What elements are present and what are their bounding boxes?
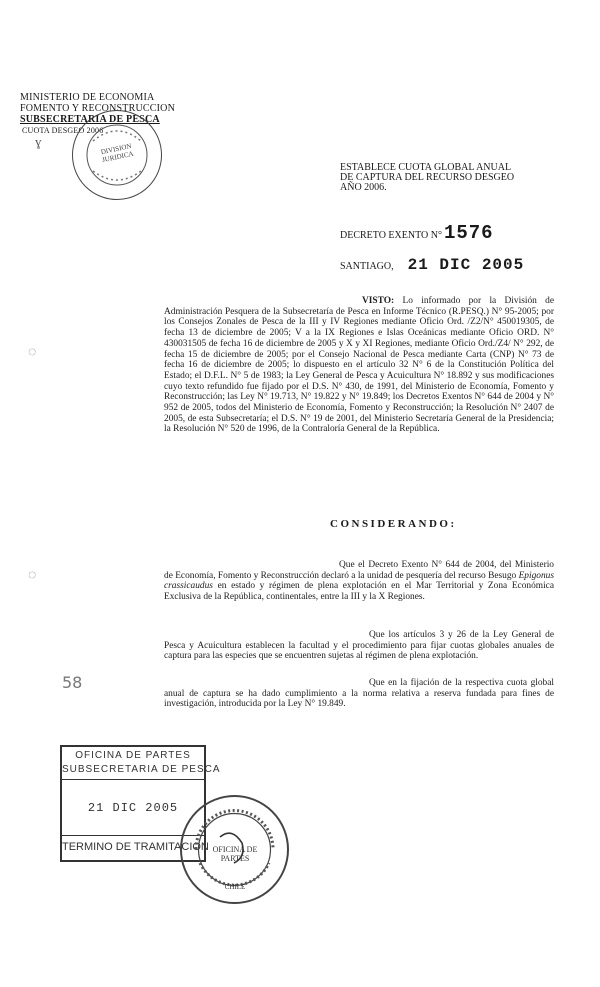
- ministry-division: FOMENTO Y RECONSTRUCCION: [20, 103, 176, 114]
- place-label: SANTIAGO,: [340, 261, 394, 272]
- ministry-name: MINISTERIO DE ECONOMIA: [20, 92, 155, 103]
- stamp-row-4: TERMINO DE TRAMITACION: [62, 835, 204, 853]
- decree-number-line: [340, 222, 494, 244]
- stamp-date: 21 DIC 2005: [87, 801, 179, 815]
- title-line-2: DE CAPTURA DEL RECURSO DESGEO: [340, 172, 515, 183]
- decree-label: DECRETO EXENTO N°: [340, 230, 442, 241]
- punch-hole-mark: ◌: [28, 568, 37, 583]
- seal-bottom-inner: OFICINA DE PARTES: [212, 845, 258, 863]
- considerando-heading: CONSIDERANDO:: [330, 518, 457, 530]
- stamp-row-1: OFICINA DE PARTES: [75, 750, 191, 761]
- place-date-line: [340, 256, 524, 274]
- visto-lead: VISTO:: [362, 296, 395, 306]
- punch-hole-mark: ◌: [28, 345, 37, 360]
- considerando-paragraph-2: Que los artículos 3 y 26 de la Ley General de Pesca y Acuicultura establecen la facultad y el procedimiento para fijar cuotas globales anuales de captura para las especies que se encuentren sujetas al régimen de plena explotación.: [164, 630, 554, 662]
- decree-number: 1576: [443, 222, 494, 244]
- title-line-3: AÑO 2006.: [340, 182, 387, 193]
- handwritten-mark: ɣ: [35, 134, 42, 149]
- file-reference: CUOTA DESGEO 2006: [22, 126, 104, 135]
- ministry-round-seal: [180, 795, 289, 904]
- stamp-row-2: SUBSECRETARIA DE PESCA: [62, 764, 204, 780]
- p1-text-b: en estado y régimen de plena explotación en el Mar Territorial y Zona Económica Exclusiva de la República, continentales, entre la III y la X Regiones.: [164, 581, 554, 603]
- considerando-paragraph-3: Que en la fijación de la respectiva cuota global anual de captura se ha dado cumplimiento a la norma relativa a reserva fundada para fines de investigación, introducida por la Ley N° 19.849.: [164, 678, 554, 710]
- seal-inner-text: DIVISION JURIDICA: [100, 141, 135, 165]
- visto-text: Lo informado por la División de Administración Pesquera de la Subsecretaría de Pesca en Informe Técnico (R.PESQ.) N° 95-2005; por los Consejos Zonales de Pesca de la III y IV Regiones mediante Oficio Ord. /Z2/N° 450019305, de fecha 13 de diciembre de 2005; V a la IX Regiones e Islas Oceánicas mediante Oficio ORD. N° 430031505 de fecha 16 de diciembre de 2005 y X y XI Regiones, mediante Oficio Ord./Z4/ N° 292, de fecha 15 de diciembre de 2005; por el Consejo Nacional de Pesca mediante Carta (CNP) N° 73 de fecha 16 de diciembre de 2005; lo dispuesto en el artículo 32 N° 6 de la Constitución Política del Estado; el D.F.L. N° 5 de 1983; la Ley General de Pesca y Acuicultura N° 18.892 y sus modificaciones cuyo texto refundido fue fijado por el D.S. N° 430, de 1991, del Ministerio de Economía, Fomento y Reconstrucción; las Ley N° 19.713, N° 19.822 y N° 19.849; los Decretos Exentos N° 644 de 2004 y N° 952 de 2005, todos del Ministerio de Economía, Fomento y Reconstrucción; la Resolución N° 2407 de 2005, de esta Subsecretaría; el D.S. N° 19 de 2001, del Ministerio Secretaría General de la Presidencia; la Resolución N° 520 de 1996, de la Contraloría General de la República.: [164, 296, 555, 435]
- title-line-1: ESTABLECE CUOTA GLOBAL ANUAL: [340, 162, 512, 173]
- subsecretaria-name: SUBSECRETARIA DE PESCA: [20, 114, 160, 125]
- considerando-paragraph-1: [164, 560, 554, 603]
- seal-bottom-country: CHILE: [224, 883, 246, 891]
- p1-species: Epigonus crassicaudus: [164, 570, 554, 592]
- margin-handwritten-note: 58: [62, 673, 83, 692]
- decree-title: [340, 163, 514, 193]
- visto-paragraph: [164, 296, 554, 435]
- decree-date-stamp: 21 DIC 2005: [407, 256, 525, 274]
- p1-text-a: Que el Decreto Exento N° 644 de 2004, del Ministerio de Economía, Fomento y Reconstrucción declaró a la unidad de pesquería del recurso Besugo: [164, 560, 554, 581]
- juridica-seal: [72, 110, 162, 200]
